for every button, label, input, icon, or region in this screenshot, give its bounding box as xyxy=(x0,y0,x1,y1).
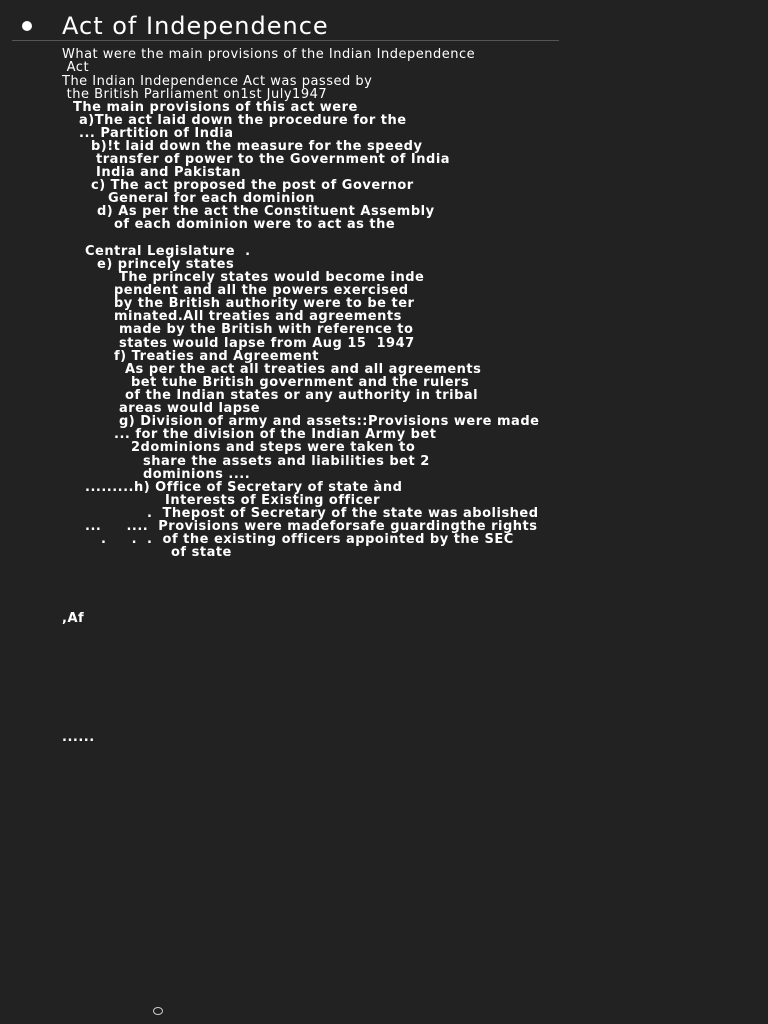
bullet-icon xyxy=(22,21,32,31)
text-line: The Indian Independence Act was passed by xyxy=(62,74,373,89)
text-line: pendent and all the powers exercised xyxy=(114,283,409,298)
text-line: d) As per the act the Constituent Assembly xyxy=(97,204,435,219)
text-line: India and Pakistan xyxy=(96,165,242,180)
text-line: . . . of the existing officers appointed by the SEC xyxy=(101,532,514,547)
text-line: c) The act proposed the post of Governor xyxy=(91,178,414,193)
text-line: The princely states would become inde xyxy=(119,270,425,285)
text-line: e) princely states xyxy=(97,257,235,272)
text-line: What were the main provisions of the Indian Independence xyxy=(62,47,476,62)
text-line: ... Partition of India xyxy=(79,126,234,141)
title-divider xyxy=(12,40,559,41)
text-line: minated.All treaties and agreements xyxy=(114,309,402,324)
text-line: The main provisions of this act were xyxy=(73,100,358,115)
text-line: areas would lapse xyxy=(119,401,261,416)
text-line: . Thepost of Secretary of the state was abolished xyxy=(147,506,539,521)
text-line: General for each dominion xyxy=(108,191,315,206)
text-line: ... for the division of the Indian Army bet xyxy=(114,427,437,442)
text-line: f) Treaties and Agreement xyxy=(114,349,319,364)
slide-title: Act of Independence xyxy=(62,12,329,40)
text-line: ...... xyxy=(62,730,95,745)
text-line: states would lapse from Aug 15 1947 xyxy=(119,336,415,351)
text-line: As per the act all treaties and all agreements xyxy=(125,362,482,377)
text-line: ,Af xyxy=(62,611,85,626)
text-line: g) Division of army and assets::Provisions were made xyxy=(119,414,540,429)
text-line: transfer of power to the Government of India xyxy=(96,152,451,167)
text-line: 2dominions and steps were taken to xyxy=(131,440,416,455)
text-line: Interests of Existing officer xyxy=(165,493,381,508)
page-indicator-icon xyxy=(153,1007,163,1015)
text-line: by the British authority were to be ter xyxy=(114,296,415,311)
text-line: .........h) Office of Secretary of state ànd xyxy=(85,480,403,495)
text-line: b)!t laid down the measure for the speedy xyxy=(91,139,423,154)
text-line: Central Legislature . xyxy=(85,244,251,259)
text-line: share the assets and liabilities bet 2 xyxy=(143,454,430,469)
text-line: dominions .... xyxy=(143,467,251,482)
text-line: bet tuhe British government and the rulers xyxy=(131,375,470,390)
text-line: Act xyxy=(62,60,90,75)
text-line: of the Indian states or any authority in tribal xyxy=(125,388,479,403)
text-line: ... .... Provisions were madeforsafe guardingthe rights xyxy=(85,519,538,534)
text-line: of each dominion were to act as the xyxy=(114,217,396,232)
text-line: of state xyxy=(171,545,232,560)
text-line: made by the British with reference to xyxy=(119,322,414,337)
text-line: the British Parliament on1st July1947 xyxy=(62,87,328,102)
text-line: a)The act laid down the procedure for the xyxy=(79,113,407,128)
